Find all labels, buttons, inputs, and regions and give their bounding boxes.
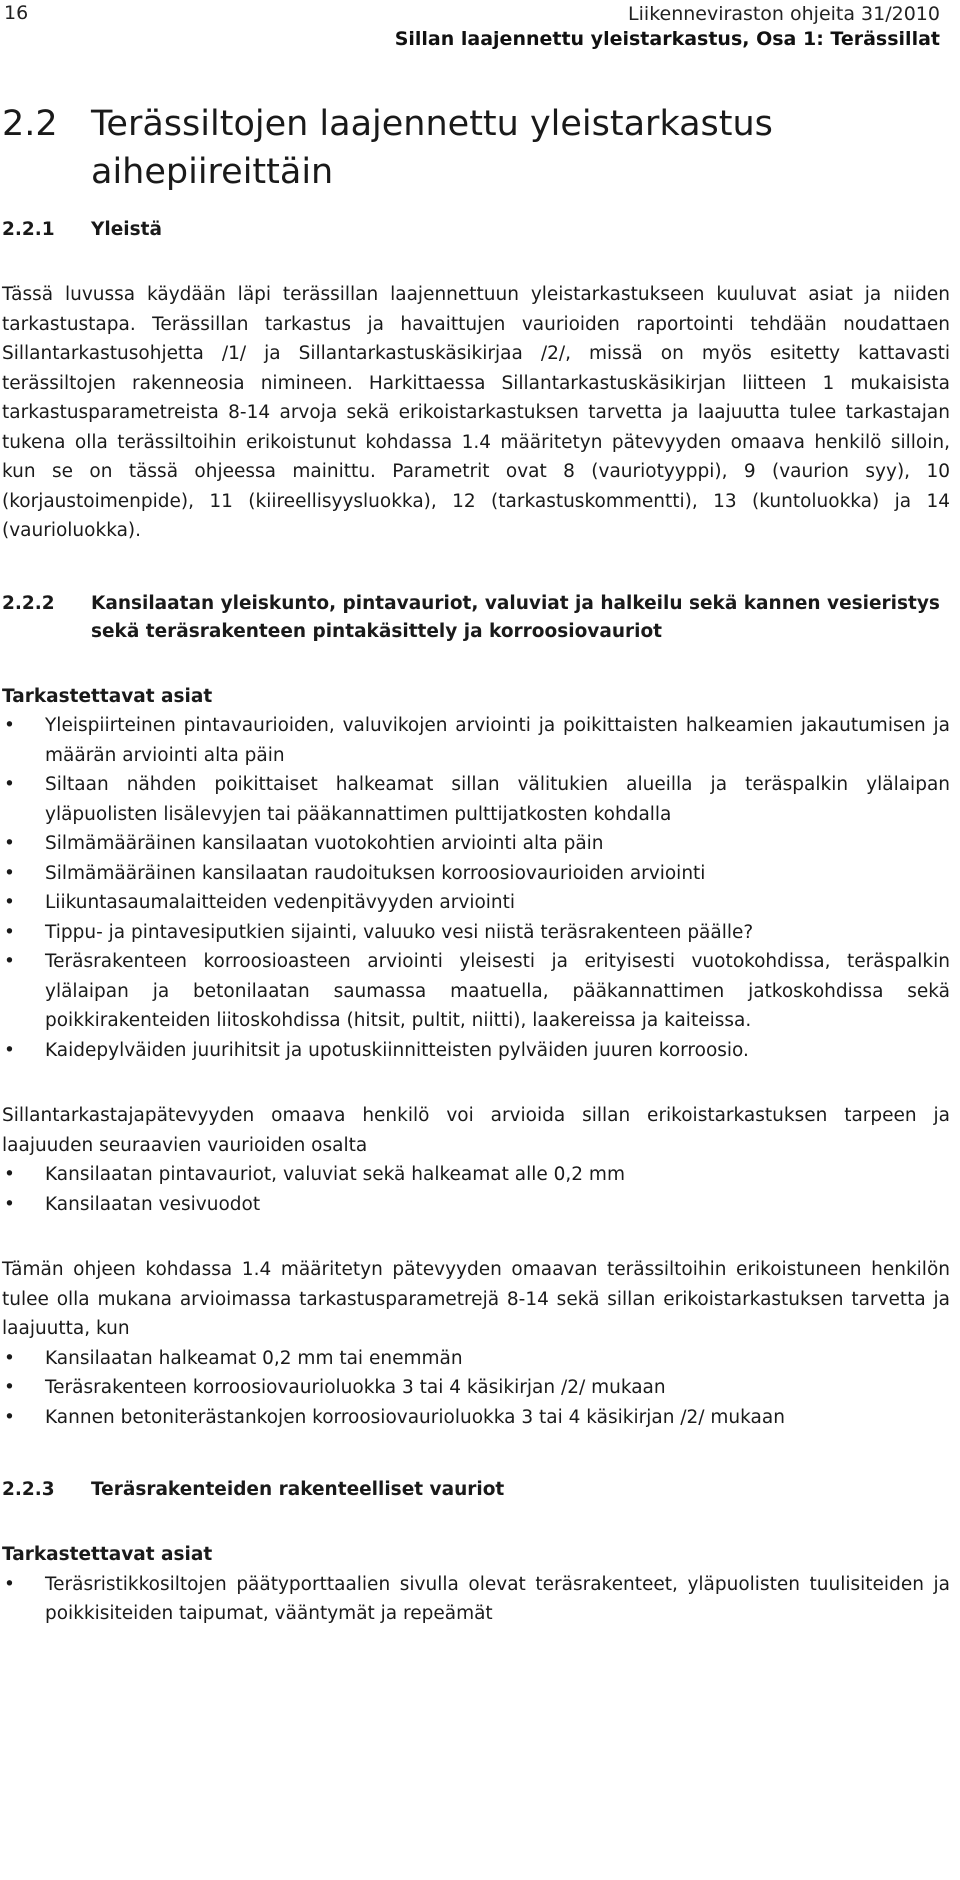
bullet-icon: • bbox=[4, 1193, 15, 1215]
list-label: Tarkastettavat asiat bbox=[2, 685, 213, 707]
bullet-icon: • bbox=[4, 1039, 15, 1061]
bullet-icon: • bbox=[4, 715, 15, 736]
bullet-icon: • bbox=[4, 774, 15, 795]
list-item: • Teräsristikkosiltojen päätyporttaalien sivulla olevat teräsrakenteet, yläpuolisten tuulisiteiden ja poikkisiteiden taipumat, vääntymät ja repeämät bbox=[2, 1570, 950, 1629]
subsection-title: Kansilaatan yleiskunto, pintavauriot, valuviat ja halkeilu sekä kannen vesieristys sekä teräsrakenteen pintakäsittely ja korroosiovauriot bbox=[91, 592, 940, 642]
structural-list bbox=[2, 1570, 950, 1629]
body-paragraph: Tämän ohjeen kohdassa 1.4 määritetyn pätevyyden omaavan terässiltoihin erikoistuneen henkilön tulee olla mukana arvioimassa tarkastusparametrejä 8-14 sekä sillan erikoistarkastuksen tarvetta ja laajuutta, kun bbox=[2, 1259, 950, 1339]
list-item: • Teräsrakenteen korroosioasteen arviointi yleisesti ja erityisesti vuotokohdissa, teräspalkin ylälaipan ja betonilaatan saumassa maatuella, pääkannattimen jatkoskohdissa sekä poikkirakenteiden liitoskohdissa (hitsit, pultit, niitti), laakereissa ja kaiteissa. bbox=[2, 947, 950, 1036]
publication-subtitle: Sillan laajennettu yleistarkastus, Osa 1: Terässillat bbox=[394, 28, 940, 50]
list-item: • Siltaan nähden poikittaiset halkeamat sillan välitukien alueilla ja teräspalkin ylälaipan yläpuolisten lisälevyjen tai pääkannattimen pulttijatkosten kohdalla bbox=[2, 770, 950, 829]
bullet-icon: • bbox=[4, 892, 15, 913]
bullet-icon: • bbox=[4, 862, 15, 884]
subsection-heading-1 bbox=[2, 216, 950, 244]
body-paragraph: Tässä luvussa käydään läpi terässillan laajennettuun yleistarkastukseen kuuluvat asiat ja niiden tarkastustapa. Terässillan tarkastus ja havaittujen vaurioiden raportointi tehdään noudattaen Sillantarkastusohjetta /1/ ja Sillantarkastuskäsikirjaa /2/, missä on myös esitetty kattavasti terässiltojen rakenneosia nimineen. Harkittaessa Sillantarkastuskäsikirjan liitteen 1 mukaisista tarkastusparametreista 8-14 arvoja sekä erikoistarkastuksen tarvetta ja laajuutta tulee tarkastajan tukena olla terässiltoihin erikoistunut kohdassa 1.4 määritetyn pätevyyden omaava henkilö silloin, kun se on tässä ohjeessa mainittu. Parametrit ovat 8 (vauriotyyppi), 9 (vaurion syy), 10 (korjaustoimenpide), 11 (kiireellisyysluokka), 12 (tarkastuskommentti), 13 (kuntoluokka) ja 14 (vaurioluokka). bbox=[2, 284, 950, 541]
section-number: 2.2 bbox=[2, 104, 58, 144]
list-item: • Tippu- ja pintavesiputkien sijainti, valuuko vesi niistä teräsrakenteen päälle? bbox=[2, 918, 950, 948]
page-header bbox=[2, 0, 950, 56]
list-label: Tarkastettavat asiat bbox=[2, 1544, 213, 1565]
subsection-heading-2 bbox=[2, 590, 950, 646]
list-item: • Silmämääräinen kansilaatan vuotokohtien arviointi alta päin bbox=[2, 829, 950, 859]
page-number: 16 bbox=[4, 2, 29, 24]
list-item: • Silmämääräinen kansilaatan raudoituksen korroosiovaurioiden arviointi bbox=[2, 859, 950, 889]
section-title: Terässiltojen laajennettu yleistarkastus aihepiireittäin bbox=[91, 104, 773, 192]
expert-list bbox=[2, 1344, 950, 1433]
list-item: • Kansilaatan pintavauriot, valuviat sekä halkeamat alle 0,2 mm bbox=[2, 1160, 950, 1190]
damage-list bbox=[2, 1160, 950, 1219]
list-item: • Liikuntasaumalaitteiden vedenpitävyyden arviointi bbox=[2, 888, 950, 918]
running-header bbox=[395, 2, 940, 52]
subsection-title: Teräsrakenteiden rakenteelliset vauriot bbox=[91, 1479, 505, 1500]
list-item: • Kannen betoniterästankojen korroosiovaurioluokka 3 tai 4 käsikirjan /2/ mukaan bbox=[2, 1403, 950, 1433]
list-item: • Kaidepylväiden juurihitsit ja upotuskiinnitteisten pylväiden juuren korroosio. bbox=[2, 1036, 950, 1066]
subsection-number: 2.2.2 bbox=[2, 592, 55, 614]
section-heading bbox=[2, 100, 950, 196]
subsection-heading-3 bbox=[2, 1476, 950, 1504]
bullet-icon: • bbox=[4, 1573, 15, 1595]
bullet-icon: • bbox=[4, 951, 15, 972]
list-item: • Kansilaatan vesivuodot bbox=[2, 1190, 950, 1220]
bullet-icon: • bbox=[4, 921, 15, 943]
bullet-icon: • bbox=[4, 1377, 15, 1398]
bullet-icon: • bbox=[4, 1406, 15, 1428]
body-paragraph: Sillantarkastajapätevyyden omaava henkilö voi arvioida sillan erikoistarkastuksen tarpeen ja laajuuden seuraavien vaurioiden osalta bbox=[2, 1105, 950, 1156]
bullet-icon: • bbox=[4, 833, 15, 854]
subsection-title: Yleistä bbox=[91, 219, 162, 240]
list-item: • Teräsrakenteen korroosiovaurioluokka 3 tai 4 käsikirjan /2/ mukaan bbox=[2, 1373, 950, 1403]
publication-title: Liikenneviraston ohjeita 31/2010 bbox=[628, 3, 940, 25]
bullet-icon: • bbox=[4, 1164, 15, 1185]
bullet-icon: • bbox=[4, 1347, 15, 1369]
subsection-number: 2.2.1 bbox=[2, 219, 55, 240]
list-item: • Kansilaatan halkeamat 0,2 mm tai enemmän bbox=[2, 1344, 950, 1374]
subsection-number: 2.2.3 bbox=[2, 1479, 55, 1500]
list-item: • Yleispiirteinen pintavaurioiden, valuvikojen arviointi ja poikittaisten halkeamien jakautumisen ja määrän arviointi alta päin bbox=[2, 711, 950, 770]
inspection-list bbox=[2, 711, 950, 1065]
